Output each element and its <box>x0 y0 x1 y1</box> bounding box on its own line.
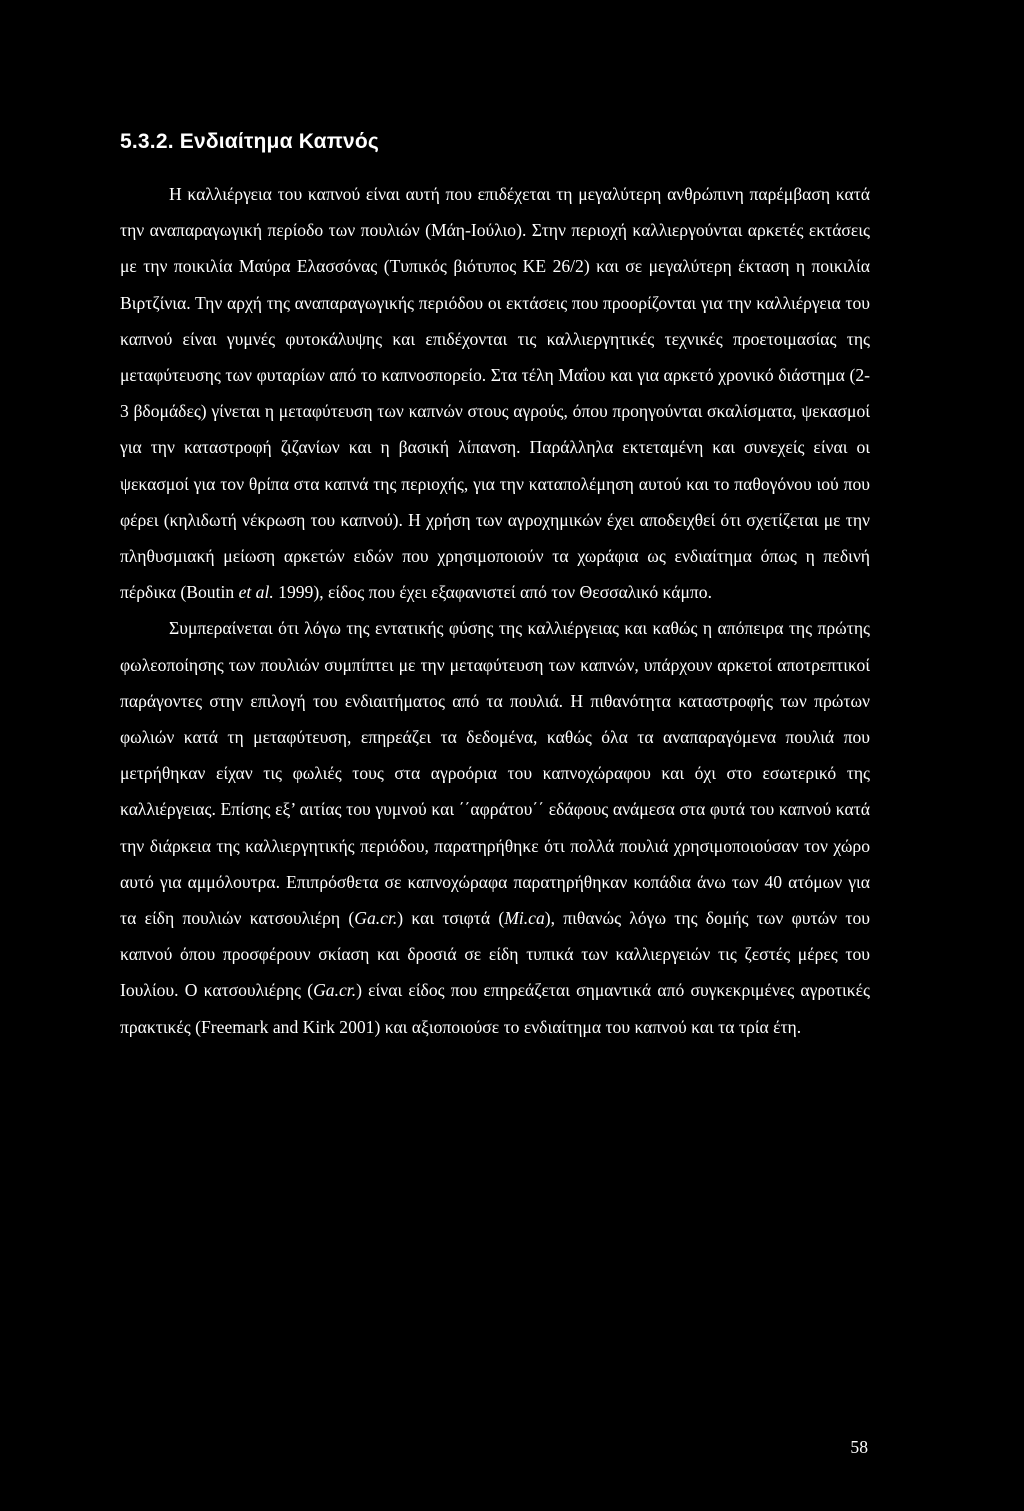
section-heading <box>120 128 870 156</box>
page-number: 58 <box>850 1437 868 1457</box>
species-code-gacr: Ga.cr. <box>354 908 398 929</box>
paragraph-1-citation-etal: et al. <box>238 582 274 603</box>
species-code-gacr: Ga.cr. <box>313 980 357 1001</box>
section-number: 5.3.2. <box>120 130 174 153</box>
paragraph-1-text-end: 1999), είδος που έχει εξαφανιστεί από τον Θεσσαλικό κάμπο. <box>273 582 712 603</box>
paragraph-2-text: Συμπεραίνεται ότι λόγω της εντατικής φύσης της καλλιέργειας και καθώς η απόπειρα της πρώτης φωλεοποίησης των πουλιών συμπίπτει με την μεταφύτευση των καπνών, υπάρχουν αρκετοί αποτρεπτικοί παράγοντες στην επιλογή του ενδιαιτήματος από τα πουλιά. Η πιθανότητα καταστροφής των πρώτων φωλιών κατά τη μεταφύτευση, επηρεάζει τα δεδομένα, καθώς όλα τα αναπαραγόμενα πουλιά που μετρήθηκαν είχαν τις φωλιές τους στα αγροόρια του καπνοχώραφου και όχι στο εσωτερικό της καλλιέργειας. Επίσης εξ’ αιτίας του γυμνού και ΄΄αφράτου΄΄ εδάφους ανάμεσα στα φυτά του καπνού κατά την διάρκεια της καλλιεργητικής περιόδου, παρατηρήθηκε ότι πολλά πουλιά χρησιμοποιούσαν τον χώρο αυτό για αμμόλουτρα. Επιπρόσθετα σε καπνοχώραφα παρατηρήθηκαν κοπάδια άνω των 40 ατόμων για τα είδη πουλιών κατσουλιέρη ( <box>120 618 870 929</box>
paragraph-2 <box>120 610 870 1044</box>
document-page <box>120 128 870 1045</box>
paragraph-2-text: ), πιθανώς λόγω της δομής των φυτών του καπνού όπου προσφέρουν σκίαση και δροσιά σε είδη τυπικά των καλλιεργειών τις ζεστές μέρες του Ιουλίου. Ο κατσουλιέρης ( <box>120 908 870 1001</box>
species-code-mica: Mi.ca <box>504 908 545 929</box>
section-title: Ενδιαίτημα Καπνός <box>179 130 380 153</box>
paragraph-1-text: Η καλλιέργεια του καπνού είναι αυτή που επιδέχεται τη μεγαλύτερη ανθρώπινη παρέμβαση κατά την αναπαραγωγική περίοδο των πουλιών (Μάη-Ιούλιο). Στην περιοχή καλλιεργούνται αρκετές εκτάσεις με την ποικιλία Μαύρα Ελασσόνας (Τυπικός βιότυπος ΚΕ 26/2) και σε μεγαλύτερη έκταση η ποικιλία Βιρτζίνια. Την αρχή της αναπαραγωγικής περιόδου οι εκτάσεις που προορίζονται για την καλλιέργεια του καπνού είναι γυμνές φυτοκάλυψης και επιδέχονται τις καλλιεργητικές τεχνικές προετοιμασίας της μεταφύτευσης των φυταρίων από το καπνοσπορείο. Στα τέλη Μαΐου και για αρκετό χρονικό διάστημα (2-3 βδομάδες) γίνεται η μεταφύτευση των καπνών στους αγρούς, όπου προηγούνται σκαλίσματα, ψεκασμοί για την καταστροφή ζιζανίων και η βασική λίπανση. Παράλληλα εκτεταμένη και συνεχείς είναι οι ψεκασμοί για τον θρίπα στα καπνά της περιοχής, για την καταπολέμηση αυτού και το παθογόνου ιού που φέρει (κηλιδωτή νέκρωση του καπνού). Η χρήση των αγροχημικών έχει αποδειχθεί ότι σχετίζεται με την πληθυσμιακή μείωση αρκετών ειδών που χρησιμοποιούν τα χωράφια ως ενδιαίτημα όπως η πεδινή πέρδικα (Boutin <box>120 184 870 603</box>
paragraph-2-text: ) και τσιφτά ( <box>397 908 505 929</box>
paragraph-1 <box>120 176 870 610</box>
paragraph-2-text-end: ) είναι είδος που επηρεάζεται σημαντικά από συγκεκριμένες αγροτικές πρακτικές (Freemark and Kirk 2001) και αξιοποιούσε το ενδιαίτημα του καπνού και τα τρία έτη. <box>120 980 870 1037</box>
